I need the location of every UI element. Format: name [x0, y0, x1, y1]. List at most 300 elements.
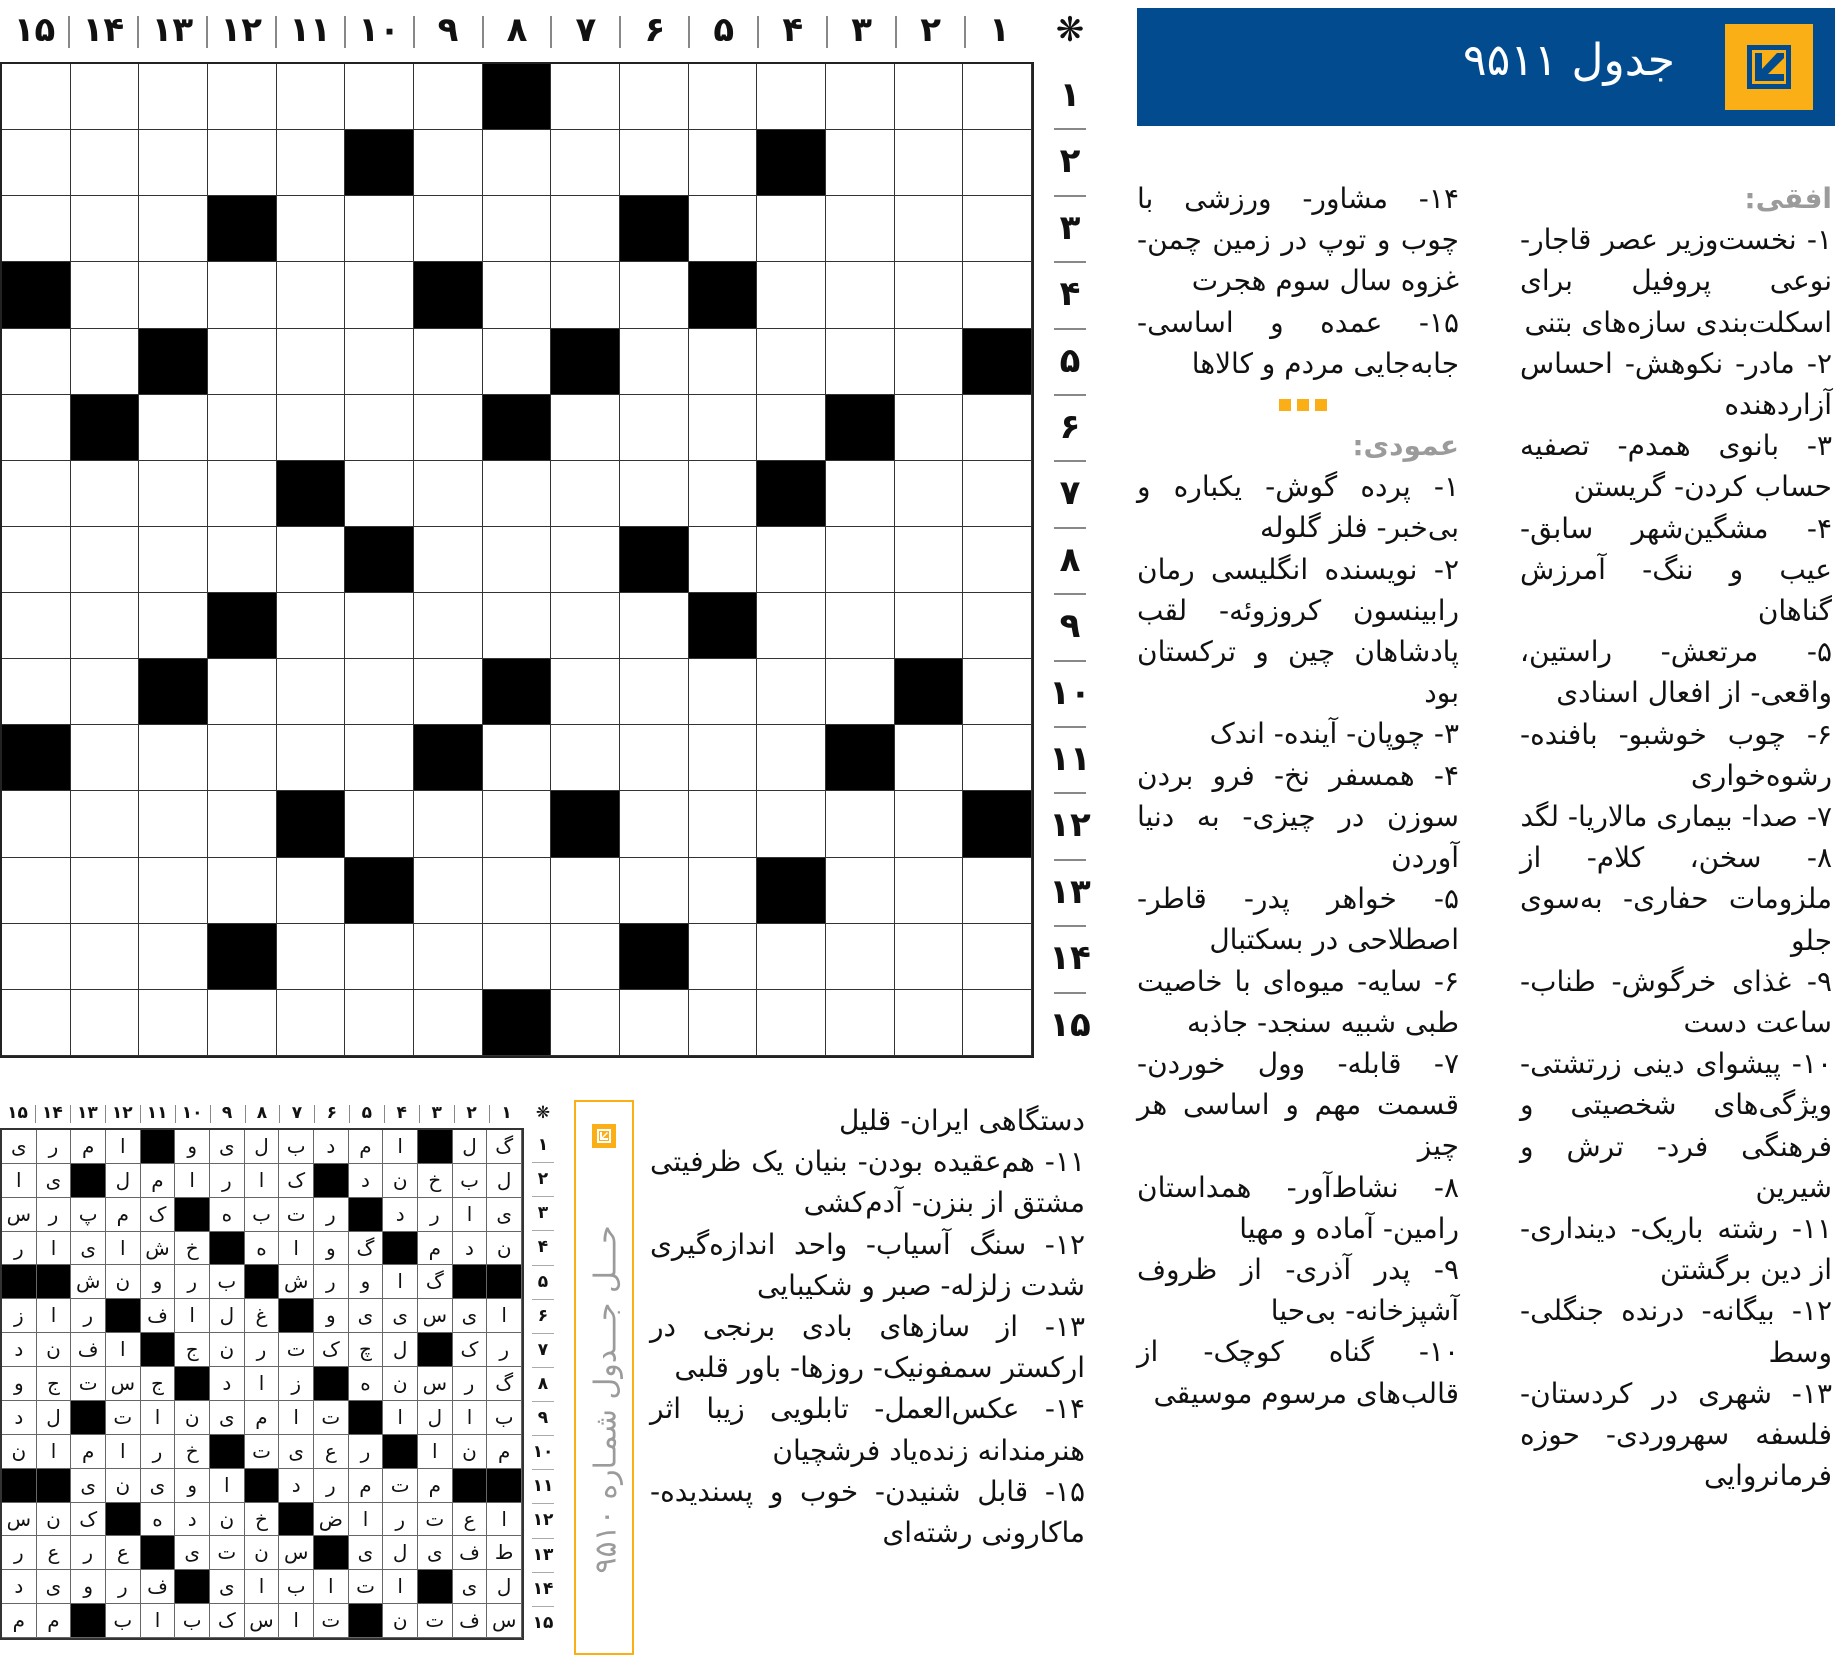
solution-cell: ل: [418, 1401, 453, 1435]
grid-cell[interactable]: [2, 527, 71, 593]
grid-cell[interactable]: [963, 461, 1032, 527]
solution-cell: گ: [418, 1265, 453, 1299]
grid-cell[interactable]: [345, 924, 414, 990]
grid-cell[interactable]: [345, 791, 414, 857]
grid-cell[interactable]: [483, 130, 552, 196]
row-separator: [532, 1435, 554, 1436]
row-separator: [532, 1572, 554, 1573]
column-number: ۱۱: [289, 10, 331, 50]
grid-cell[interactable]: [620, 659, 689, 725]
grid-cell[interactable]: [483, 329, 552, 395]
solution-cell: ر: [453, 1367, 488, 1401]
clue-item: ۱۵- عمده و اساسی- جابه‌جایی مردم و کالاها: [1137, 305, 1459, 380]
grid-cell[interactable]: [963, 858, 1032, 924]
solution-cell: ت: [279, 1198, 314, 1232]
grid-cell[interactable]: [895, 527, 964, 593]
grid-cell[interactable]: [139, 130, 208, 196]
grid-cell[interactable]: [208, 791, 277, 857]
black-cell: [757, 858, 826, 924]
black-cell: [383, 1232, 418, 1266]
grid-cell[interactable]: [826, 791, 895, 857]
grid-cell[interactable]: [551, 196, 620, 262]
grid-cell[interactable]: [345, 593, 414, 659]
solution-cell: ل: [210, 1299, 245, 1333]
column-number: ۱۲: [220, 10, 263, 50]
grid-cell[interactable]: [689, 990, 758, 1056]
row-separator: [1054, 527, 1086, 529]
grid-cell[interactable]: [551, 990, 620, 1056]
black-cell: [483, 395, 552, 461]
grid-cell[interactable]: [757, 659, 826, 725]
grid-cell[interactable]: [689, 659, 758, 725]
grid-cell[interactable]: [71, 329, 140, 395]
grid-cell[interactable]: [208, 395, 277, 461]
clue-item: ۴- همسفر نخ- فرو بردن سوزن در چیزی- به دنیا آوردن: [1137, 758, 1459, 875]
grid-cell[interactable]: [620, 329, 689, 395]
grid-cell[interactable]: [71, 461, 140, 527]
grid-cell[interactable]: [757, 924, 826, 990]
grid-cell[interactable]: [963, 924, 1032, 990]
grid-cell[interactable]: [620, 858, 689, 924]
grid-cell[interactable]: [620, 395, 689, 461]
grid-cell[interactable]: [826, 593, 895, 659]
grid-cell[interactable]: [139, 527, 208, 593]
grid-cell[interactable]: [71, 196, 140, 262]
solution-cell: ر: [418, 1198, 453, 1232]
solution-cell: ب: [453, 1164, 488, 1198]
solution-cell: د: [279, 1469, 314, 1503]
grid-cell[interactable]: [414, 791, 483, 857]
solution-cell: ی: [71, 1469, 106, 1503]
grid-cell[interactable]: [139, 791, 208, 857]
grid-cell[interactable]: [414, 130, 483, 196]
grid-cell[interactable]: [620, 990, 689, 1056]
grid-cell[interactable]: [414, 659, 483, 725]
grid-cell[interactable]: [71, 990, 140, 1056]
grid-cell[interactable]: [71, 858, 140, 924]
grid-cell[interactable]: [895, 329, 964, 395]
grid-cell[interactable]: [757, 990, 826, 1056]
grid-cell[interactable]: [71, 791, 140, 857]
black-cell: [279, 1299, 314, 1333]
grid-cell[interactable]: [208, 990, 277, 1056]
grid-cell[interactable]: [2, 791, 71, 857]
solution-column-number: ۱۲: [111, 1103, 133, 1123]
grid-cell[interactable]: [2, 196, 71, 262]
grid-cell[interactable]: [895, 196, 964, 262]
grid-cell[interactable]: [483, 924, 552, 990]
solution-cell: ف: [453, 1604, 488, 1638]
grid-cell[interactable]: [551, 130, 620, 196]
grid-cell[interactable]: [139, 593, 208, 659]
grid-cell[interactable]: [345, 461, 414, 527]
solution-cell: ی: [487, 1198, 522, 1232]
grid-cell[interactable]: [277, 196, 346, 262]
row-separator: [532, 1367, 554, 1368]
solution-cell: د: [2, 1333, 37, 1367]
grid-cell[interactable]: [963, 395, 1032, 461]
grid-cell[interactable]: [2, 593, 71, 659]
grid-cell[interactable]: [963, 130, 1032, 196]
grid-cell[interactable]: [414, 593, 483, 659]
solution-cell: ت: [71, 1367, 106, 1401]
grid-cell[interactable]: [139, 196, 208, 262]
black-cell: [483, 659, 552, 725]
grid-cell[interactable]: [277, 990, 346, 1056]
grid-cell[interactable]: [139, 858, 208, 924]
solution-cell: ر: [245, 1333, 280, 1367]
row-number: ۱۳: [1049, 871, 1091, 912]
grid-cell[interactable]: [139, 461, 208, 527]
solution-column-number: ۶: [326, 1103, 338, 1123]
grid-cell[interactable]: [414, 924, 483, 990]
column-number: ۲: [920, 10, 941, 50]
grid-cell[interactable]: [895, 593, 964, 659]
black-cell: [175, 1570, 210, 1604]
grid-cell[interactable]: [414, 990, 483, 1056]
grid-cell[interactable]: [277, 725, 346, 791]
grid-cell[interactable]: [71, 659, 140, 725]
grid-cell[interactable]: [689, 725, 758, 791]
solution-cell: ی: [210, 1401, 245, 1435]
grid-cell[interactable]: [895, 924, 964, 990]
grid-cell[interactable]: [71, 262, 140, 328]
grid-cell[interactable]: [2, 858, 71, 924]
grid-cell[interactable]: [963, 196, 1032, 262]
black-cell: [37, 1469, 72, 1503]
black-cell: [245, 1469, 280, 1503]
grid-cell[interactable]: [2, 329, 71, 395]
black-cell: [2, 1469, 37, 1503]
grid-cell[interactable]: [139, 395, 208, 461]
grid-cell[interactable]: [551, 593, 620, 659]
grid-cell[interactable]: [71, 527, 140, 593]
grid-cell[interactable]: [963, 64, 1032, 130]
grid-cell[interactable]: [757, 527, 826, 593]
grid-cell[interactable]: [757, 395, 826, 461]
grid-cell[interactable]: [483, 858, 552, 924]
column-separator: [70, 1105, 71, 1123]
grid-cell[interactable]: [139, 64, 208, 130]
solution-cell: و: [314, 1232, 349, 1266]
solution-cell: ک: [141, 1198, 176, 1232]
grid-cell[interactable]: [757, 329, 826, 395]
column-separator: [206, 16, 208, 48]
grid-cell[interactable]: [208, 725, 277, 791]
solution-cell: م: [418, 1469, 453, 1503]
grid-cell[interactable]: [551, 924, 620, 990]
grid-cell[interactable]: [620, 461, 689, 527]
grid-cell[interactable]: [826, 924, 895, 990]
grid-cell[interactable]: [826, 130, 895, 196]
solution-cell: م: [141, 1164, 176, 1198]
grid-cell[interactable]: [620, 64, 689, 130]
grid-cell[interactable]: [208, 527, 277, 593]
grid-cell[interactable]: [2, 395, 71, 461]
grid-cell[interactable]: [277, 593, 346, 659]
grid-cell[interactable]: [689, 395, 758, 461]
grid-cell[interactable]: [208, 64, 277, 130]
black-cell: [208, 593, 277, 659]
column-number: ۱۳: [151, 10, 194, 50]
grid-cell[interactable]: [689, 527, 758, 593]
grid-cell[interactable]: [277, 262, 346, 328]
grid-cell[interactable]: [345, 725, 414, 791]
solution-cell: م: [106, 1198, 141, 1232]
solution-cell: ی: [37, 1570, 72, 1604]
grid-cell[interactable]: [414, 858, 483, 924]
solution-cell: ا: [245, 1570, 280, 1604]
row-separator: [1054, 195, 1086, 197]
grid-cell[interactable]: [71, 593, 140, 659]
grid-cell[interactable]: [826, 262, 895, 328]
solution-cell: م: [2, 1604, 37, 1638]
solution-cell: ن: [383, 1604, 418, 1638]
black-cell: [349, 1198, 384, 1232]
grid-cell[interactable]: [895, 461, 964, 527]
grid-cell[interactable]: [826, 527, 895, 593]
grid-cell[interactable]: [895, 262, 964, 328]
grid-cell[interactable]: [757, 196, 826, 262]
grid-cell[interactable]: [826, 858, 895, 924]
grid-cell[interactable]: [963, 659, 1032, 725]
solution-cell: ل: [487, 1570, 522, 1604]
grid-cell[interactable]: [2, 130, 71, 196]
grid-cell[interactable]: [208, 461, 277, 527]
grid-cell[interactable]: [139, 924, 208, 990]
grid-cell[interactable]: [620, 725, 689, 791]
grid-cell[interactable]: [139, 262, 208, 328]
grid-cell[interactable]: [826, 461, 895, 527]
grid-cell[interactable]: [551, 461, 620, 527]
arrow-down-left-icon: [592, 1124, 616, 1148]
solution-cell: ر: [37, 1130, 72, 1164]
grid-cell[interactable]: [345, 64, 414, 130]
solution-cell: ر: [487, 1333, 522, 1367]
clue-item: ۱۰- گناه کوچک- از قالب‌های مرسوم موسیقی: [1137, 1335, 1459, 1410]
black-cell: [757, 461, 826, 527]
grid-cell[interactable]: [345, 659, 414, 725]
grid-cell[interactable]: [345, 990, 414, 1056]
grid-cell[interactable]: [620, 262, 689, 328]
grid-cell[interactable]: [895, 130, 964, 196]
black-cell: [277, 461, 346, 527]
solution-cell: ه: [349, 1367, 384, 1401]
black-cell: [487, 1265, 522, 1299]
grid-cell[interactable]: [551, 858, 620, 924]
grid-cell[interactable]: [551, 64, 620, 130]
grid-cell[interactable]: [895, 395, 964, 461]
grid-cell[interactable]: [551, 725, 620, 791]
grid-cell[interactable]: [483, 262, 552, 328]
solution-cell: ن: [37, 1333, 72, 1367]
grid-cell[interactable]: [483, 725, 552, 791]
grid-cell[interactable]: [963, 527, 1032, 593]
solution-cell: چ: [349, 1333, 384, 1367]
grid-cell[interactable]: [757, 593, 826, 659]
grid-cell[interactable]: [277, 64, 346, 130]
column-separator: [688, 16, 690, 48]
solution-cell: س: [418, 1299, 453, 1333]
grid-cell[interactable]: [483, 527, 552, 593]
solution-cell: و: [175, 1469, 210, 1503]
grid-cell[interactable]: [689, 196, 758, 262]
grid-cell[interactable]: [2, 990, 71, 1056]
grid-cell[interactable]: [277, 659, 346, 725]
column-separator: [482, 16, 484, 48]
grid-cell[interactable]: [895, 858, 964, 924]
solution-cell: ا: [2, 1164, 37, 1198]
grid-cell[interactable]: [208, 329, 277, 395]
clue-item: ۱۱- رشته باریک- دینداری- از دین برگشتن: [1520, 1212, 1832, 1287]
row-separator: [1054, 660, 1086, 662]
grid-cell[interactable]: [689, 461, 758, 527]
grid-cell[interactable]: [826, 659, 895, 725]
black-cell: [620, 924, 689, 990]
row-separator: [1054, 261, 1086, 263]
grid-cell[interactable]: [483, 461, 552, 527]
solution-cell: ک: [279, 1164, 314, 1198]
clue-item: ۵- خواهر پدر- قاطر- اصطلاحی در بسکتبال: [1137, 882, 1459, 957]
grid-cell[interactable]: [71, 725, 140, 791]
black-cell: [139, 659, 208, 725]
divider-dot: [1315, 399, 1327, 411]
grid-cell[interactable]: [826, 990, 895, 1056]
grid-cell[interactable]: [963, 725, 1032, 791]
grid-cell[interactable]: [2, 461, 71, 527]
grid-cell[interactable]: [620, 791, 689, 857]
grid-cell[interactable]: [689, 64, 758, 130]
solution-cell: س: [2, 1503, 37, 1537]
grid-cell[interactable]: [483, 791, 552, 857]
grid-cell[interactable]: [71, 64, 140, 130]
grid-cell[interactable]: [689, 329, 758, 395]
grid-cell[interactable]: [689, 130, 758, 196]
solution-row-number: ۱۳: [532, 1544, 554, 1565]
clue-item: دستگاهی ایران- قلیل: [838, 1104, 1085, 1137]
grid-cell[interactable]: [895, 791, 964, 857]
grid-cell[interactable]: [826, 196, 895, 262]
clue-item: ۲- مادر- نکوهش- احساس آزاردهنده: [1520, 346, 1832, 422]
grid-cell[interactable]: [71, 924, 140, 990]
grid-cell[interactable]: [963, 990, 1032, 1056]
grid-cell[interactable]: [551, 659, 620, 725]
grid-cell[interactable]: [826, 64, 895, 130]
grid-cell[interactable]: [483, 593, 552, 659]
row-number: ۸: [1059, 539, 1081, 580]
column-separator: [105, 1105, 106, 1123]
solution-cell: ا: [141, 1401, 176, 1435]
grid-cell[interactable]: [620, 593, 689, 659]
grid-cell[interactable]: [551, 395, 620, 461]
solution-cell: ب: [487, 1401, 522, 1435]
grid-cell[interactable]: [414, 329, 483, 395]
black-cell: [620, 196, 689, 262]
solution-cell: ب: [245, 1198, 280, 1232]
solution-cell: ی: [453, 1570, 488, 1604]
grid-cell[interactable]: [689, 858, 758, 924]
grid-cell[interactable]: [551, 262, 620, 328]
column-separator: [314, 1105, 315, 1123]
grid-cell[interactable]: [826, 329, 895, 395]
solution-cell: ع: [37, 1536, 72, 1570]
solution-cell: ا: [37, 1435, 72, 1469]
grid-cell[interactable]: [963, 262, 1032, 328]
grid-cell[interactable]: [689, 924, 758, 990]
grid-cell[interactable]: [620, 130, 689, 196]
grid-cell[interactable]: [895, 64, 964, 130]
black-cell: [418, 1570, 453, 1604]
grid-cell[interactable]: [208, 659, 277, 725]
solution-cell: گ: [487, 1130, 522, 1164]
grid-cell[interactable]: [345, 395, 414, 461]
grid-cell[interactable]: [757, 725, 826, 791]
grid-cell[interactable]: [414, 64, 483, 130]
grid-cell[interactable]: [277, 329, 346, 395]
solution-cell: م: [487, 1435, 522, 1469]
grid-cell[interactable]: [757, 64, 826, 130]
grid-cell[interactable]: [71, 130, 140, 196]
grid-cell[interactable]: [345, 262, 414, 328]
grid-cell[interactable]: [139, 725, 208, 791]
clue-item: ۹- پدر آذری- از ظروف آشپزخانه- بی‌حیا: [1137, 1253, 1459, 1328]
grid-cell[interactable]: [757, 262, 826, 328]
solution-cell: د: [2, 1401, 37, 1435]
black-cell: [277, 791, 346, 857]
grid-cell[interactable]: [208, 262, 277, 328]
grid-cell[interactable]: [551, 527, 620, 593]
grid-cell[interactable]: [208, 858, 277, 924]
grid-cell[interactable]: [895, 990, 964, 1056]
grid-cell[interactable]: [689, 791, 758, 857]
grid-cell[interactable]: [345, 329, 414, 395]
grid-cell[interactable]: [277, 858, 346, 924]
solution-cell: م: [349, 1130, 384, 1164]
grid-cell[interactable]: [277, 395, 346, 461]
row-separator: [1054, 859, 1086, 861]
grid-cell[interactable]: [208, 130, 277, 196]
column-number: ۱: [989, 10, 1010, 50]
grid-cell[interactable]: [277, 130, 346, 196]
solution-row-number: ۱۰: [532, 1442, 554, 1463]
grid-cell[interactable]: [757, 791, 826, 857]
grid-cell[interactable]: [277, 527, 346, 593]
solution-cell: خ: [175, 1435, 210, 1469]
grid-cell[interactable]: [483, 196, 552, 262]
grid-cell[interactable]: [414, 461, 483, 527]
grid-cell[interactable]: [277, 924, 346, 990]
column-separator: [454, 1105, 455, 1123]
grid-cell[interactable]: [895, 725, 964, 791]
grid-cell[interactable]: [2, 64, 71, 130]
solution-cell: ن: [245, 1536, 280, 1570]
grid-cell[interactable]: [139, 990, 208, 1056]
row-number: ۱۰: [1049, 672, 1091, 713]
solution-row-number: ۷: [537, 1339, 549, 1360]
grid-cell[interactable]: [414, 527, 483, 593]
grid-cell[interactable]: [2, 659, 71, 725]
solution-cell: ه: [245, 1232, 280, 1266]
black-cell: [210, 1435, 245, 1469]
black-cell: [208, 924, 277, 990]
grid-cell[interactable]: [963, 593, 1032, 659]
solution-cell: ت: [383, 1469, 418, 1503]
grid-cell[interactable]: [414, 395, 483, 461]
solution-cell: ی: [2, 1130, 37, 1164]
grid-cell[interactable]: [2, 924, 71, 990]
grid-cell[interactable]: [414, 196, 483, 262]
grid-cell[interactable]: [345, 196, 414, 262]
